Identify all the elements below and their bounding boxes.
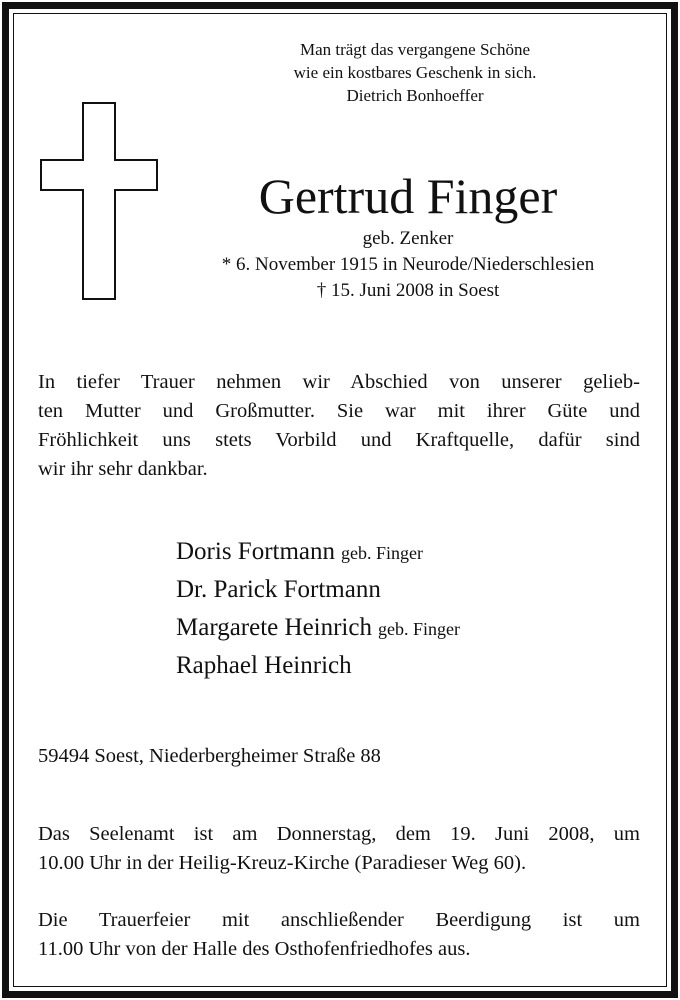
quote-line: wie ein kostbares Geschenk in sich. — [293, 63, 537, 82]
quote-author: Dietrich Bonhoeffer — [346, 86, 484, 105]
member-maiden-name: geb. Finger — [341, 543, 424, 563]
text-line: In tiefer Trauer nehmen wir Abschied von unserer gelieb- — [38, 371, 640, 393]
maiden-name: geb. Zenker — [362, 228, 454, 249]
text-line: wir ihr sehr dankbar. — [38, 458, 208, 480]
member-maiden-name: geb. Finger — [377, 619, 460, 639]
family-member — [176, 609, 636, 647]
cross-icon — [40, 102, 158, 300]
member-name: Raphael Heinrich — [176, 652, 352, 679]
text-line: Die Trauerfeier mit anschließender Beerdigung ist um — [38, 909, 640, 931]
requiem-notice — [38, 820, 640, 878]
text-line: Das Seelenamt ist am Donnerstag, dem 19. Juni 2008, um — [38, 823, 640, 845]
family-address: 59494 Soest, Niederbergheimer Straße 88 — [38, 745, 381, 767]
family-member — [176, 571, 636, 609]
family-member — [176, 533, 636, 571]
text-line: Fröhlichkeit uns stets Vorbild und Kraftquelle, dafür sind — [38, 429, 640, 451]
text-line: 10.00 Uhr in der Heilig-Kreuz-Kirche (Paradieser Weg 60). — [38, 852, 527, 874]
quote-line: Man trägt das vergangene Schöne — [299, 40, 531, 59]
member-name: Margarete Heinrich — [176, 614, 372, 641]
family-list — [176, 533, 636, 685]
death-line: † 15. Juni 2008 in Soest — [316, 280, 500, 301]
deceased-name: Gertrud Finger — [258, 168, 558, 224]
mourning-text — [38, 368, 640, 484]
birth-line: * 6. November 1915 in Neurode/Niederschlesien — [221, 254, 595, 275]
deceased-details — [170, 226, 646, 304]
text-line: 11.00 Uhr von der Halle des Osthofenfriedhofes aus. — [38, 938, 471, 960]
text-line: ten Mutter und Großmutter. Sie war mit ihrer Güte und — [38, 400, 640, 422]
funeral-notice — [38, 906, 640, 964]
epigraph-quote — [225, 38, 605, 107]
family-member — [176, 647, 636, 685]
member-name: Doris Fortmann — [176, 538, 336, 565]
member-name: Dr. Parick Fortmann — [176, 576, 381, 603]
